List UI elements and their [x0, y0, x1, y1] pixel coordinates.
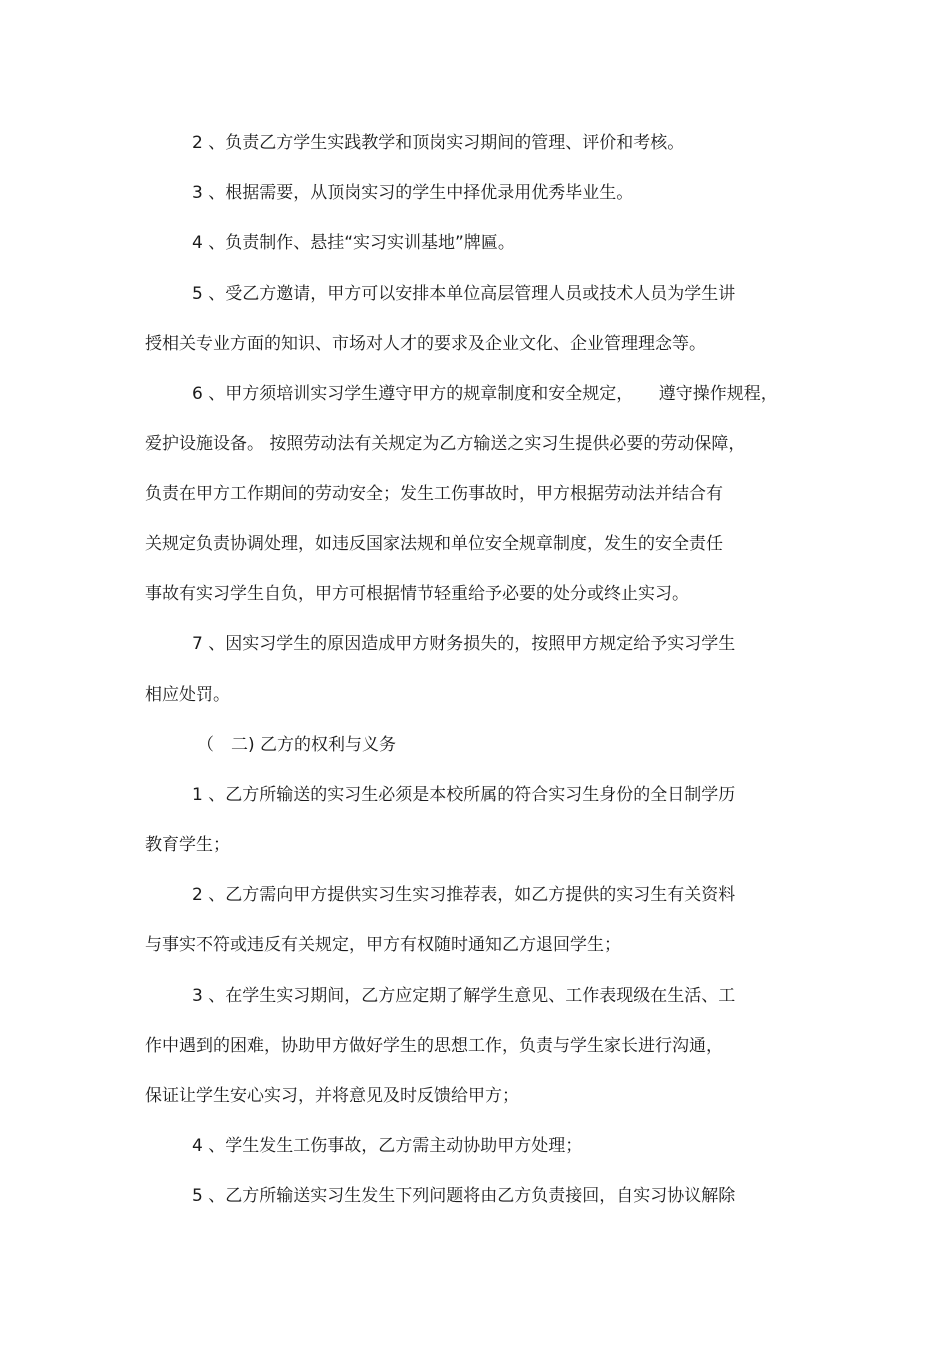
- clause-6-line-3: 负责在甲方工作期间的劳动安全；发生工伤事故时，甲方根据劳动法并结合有: [145, 484, 723, 504]
- clause-5-line-1: 5 、受乙方邀请，甲方可以安排本单位高层管理人员或技术人员为学生讲: [192, 284, 736, 304]
- clause-6-line-5: 事故有实习学生自负，甲方可根据情节轻重给予必要的处分或终止实习。: [145, 584, 689, 604]
- party-b-clause-2-line-2: 与事实不符或违反有关规定，甲方有权随时通知乙方退回学生；: [145, 935, 621, 955]
- party-b-clause-1-line-1: 1 、乙方所输送的实习生必须是本校所属的符合实习生身份的全日制学历: [192, 785, 736, 805]
- party-b-clause-5-line-1: 5 、乙方所输送实习生发生下列问题将由乙方负责接回，自实习协议解除: [192, 1186, 736, 1206]
- party-b-clause-4-line: 4 、学生发生工伤事故，乙方需主动协助甲方处理；: [192, 1136, 583, 1156]
- party-b-clause-3-line-3: 保证让学生安心实习，并将意见及时反馈给甲方；: [145, 1086, 519, 1106]
- party-b-clause-1-line-2: 教育学生；: [145, 835, 230, 855]
- clause-6-line-1: 6 、甲方须培训实习学生遵守甲方的规章制度和安全规定， 遵守操作规程，: [192, 384, 778, 404]
- clause-7-line-1: 7 、因实习学生的原因造成甲方财务损失的，按照甲方规定给予实习学生: [192, 634, 736, 654]
- clause-6-line-2: 爱护设施设备。 按照劳动法有关规定为乙方输送之实习生提供必要的劳动保障，: [145, 434, 746, 454]
- party-b-clause-2-line-1: 2 、乙方需向甲方提供实习生实习推荐表，如乙方提供的实习生有关资料: [192, 885, 736, 905]
- clause-3-line: 3 、根据需要，从顶岗实习的学生中择优录用优秀毕业生。: [192, 183, 634, 203]
- clause-4-line: 4 、负责制作、悬挂“实习实训基地”牌匾。: [192, 233, 515, 253]
- clause-2-line: 2 、负责乙方学生实践教学和顶岗实习期间的管理、评价和考核。: [192, 133, 685, 153]
- clause-7-line-2: 相应处罚。: [145, 685, 230, 705]
- clause-5-line-2: 授相关专业方面的知识、市场对人才的要求及企业文化、企业管理理念等。: [145, 334, 706, 354]
- party-b-clause-3-line-2: 作中遇到的困难，协助甲方做好学生的思想工作，负责与学生家长进行沟通，: [145, 1036, 723, 1056]
- section-heading: （ 二) 乙方的权利与义务: [197, 735, 397, 755]
- clause-6-line-4: 关规定负责协调处理，如违反国家法规和单位安全规章制度，发生的安全责任: [145, 534, 723, 554]
- party-b-clause-3-line-1: 3 、在学生实习期间，乙方应定期了解学生意见、工作表现级在生活、工: [192, 986, 736, 1006]
